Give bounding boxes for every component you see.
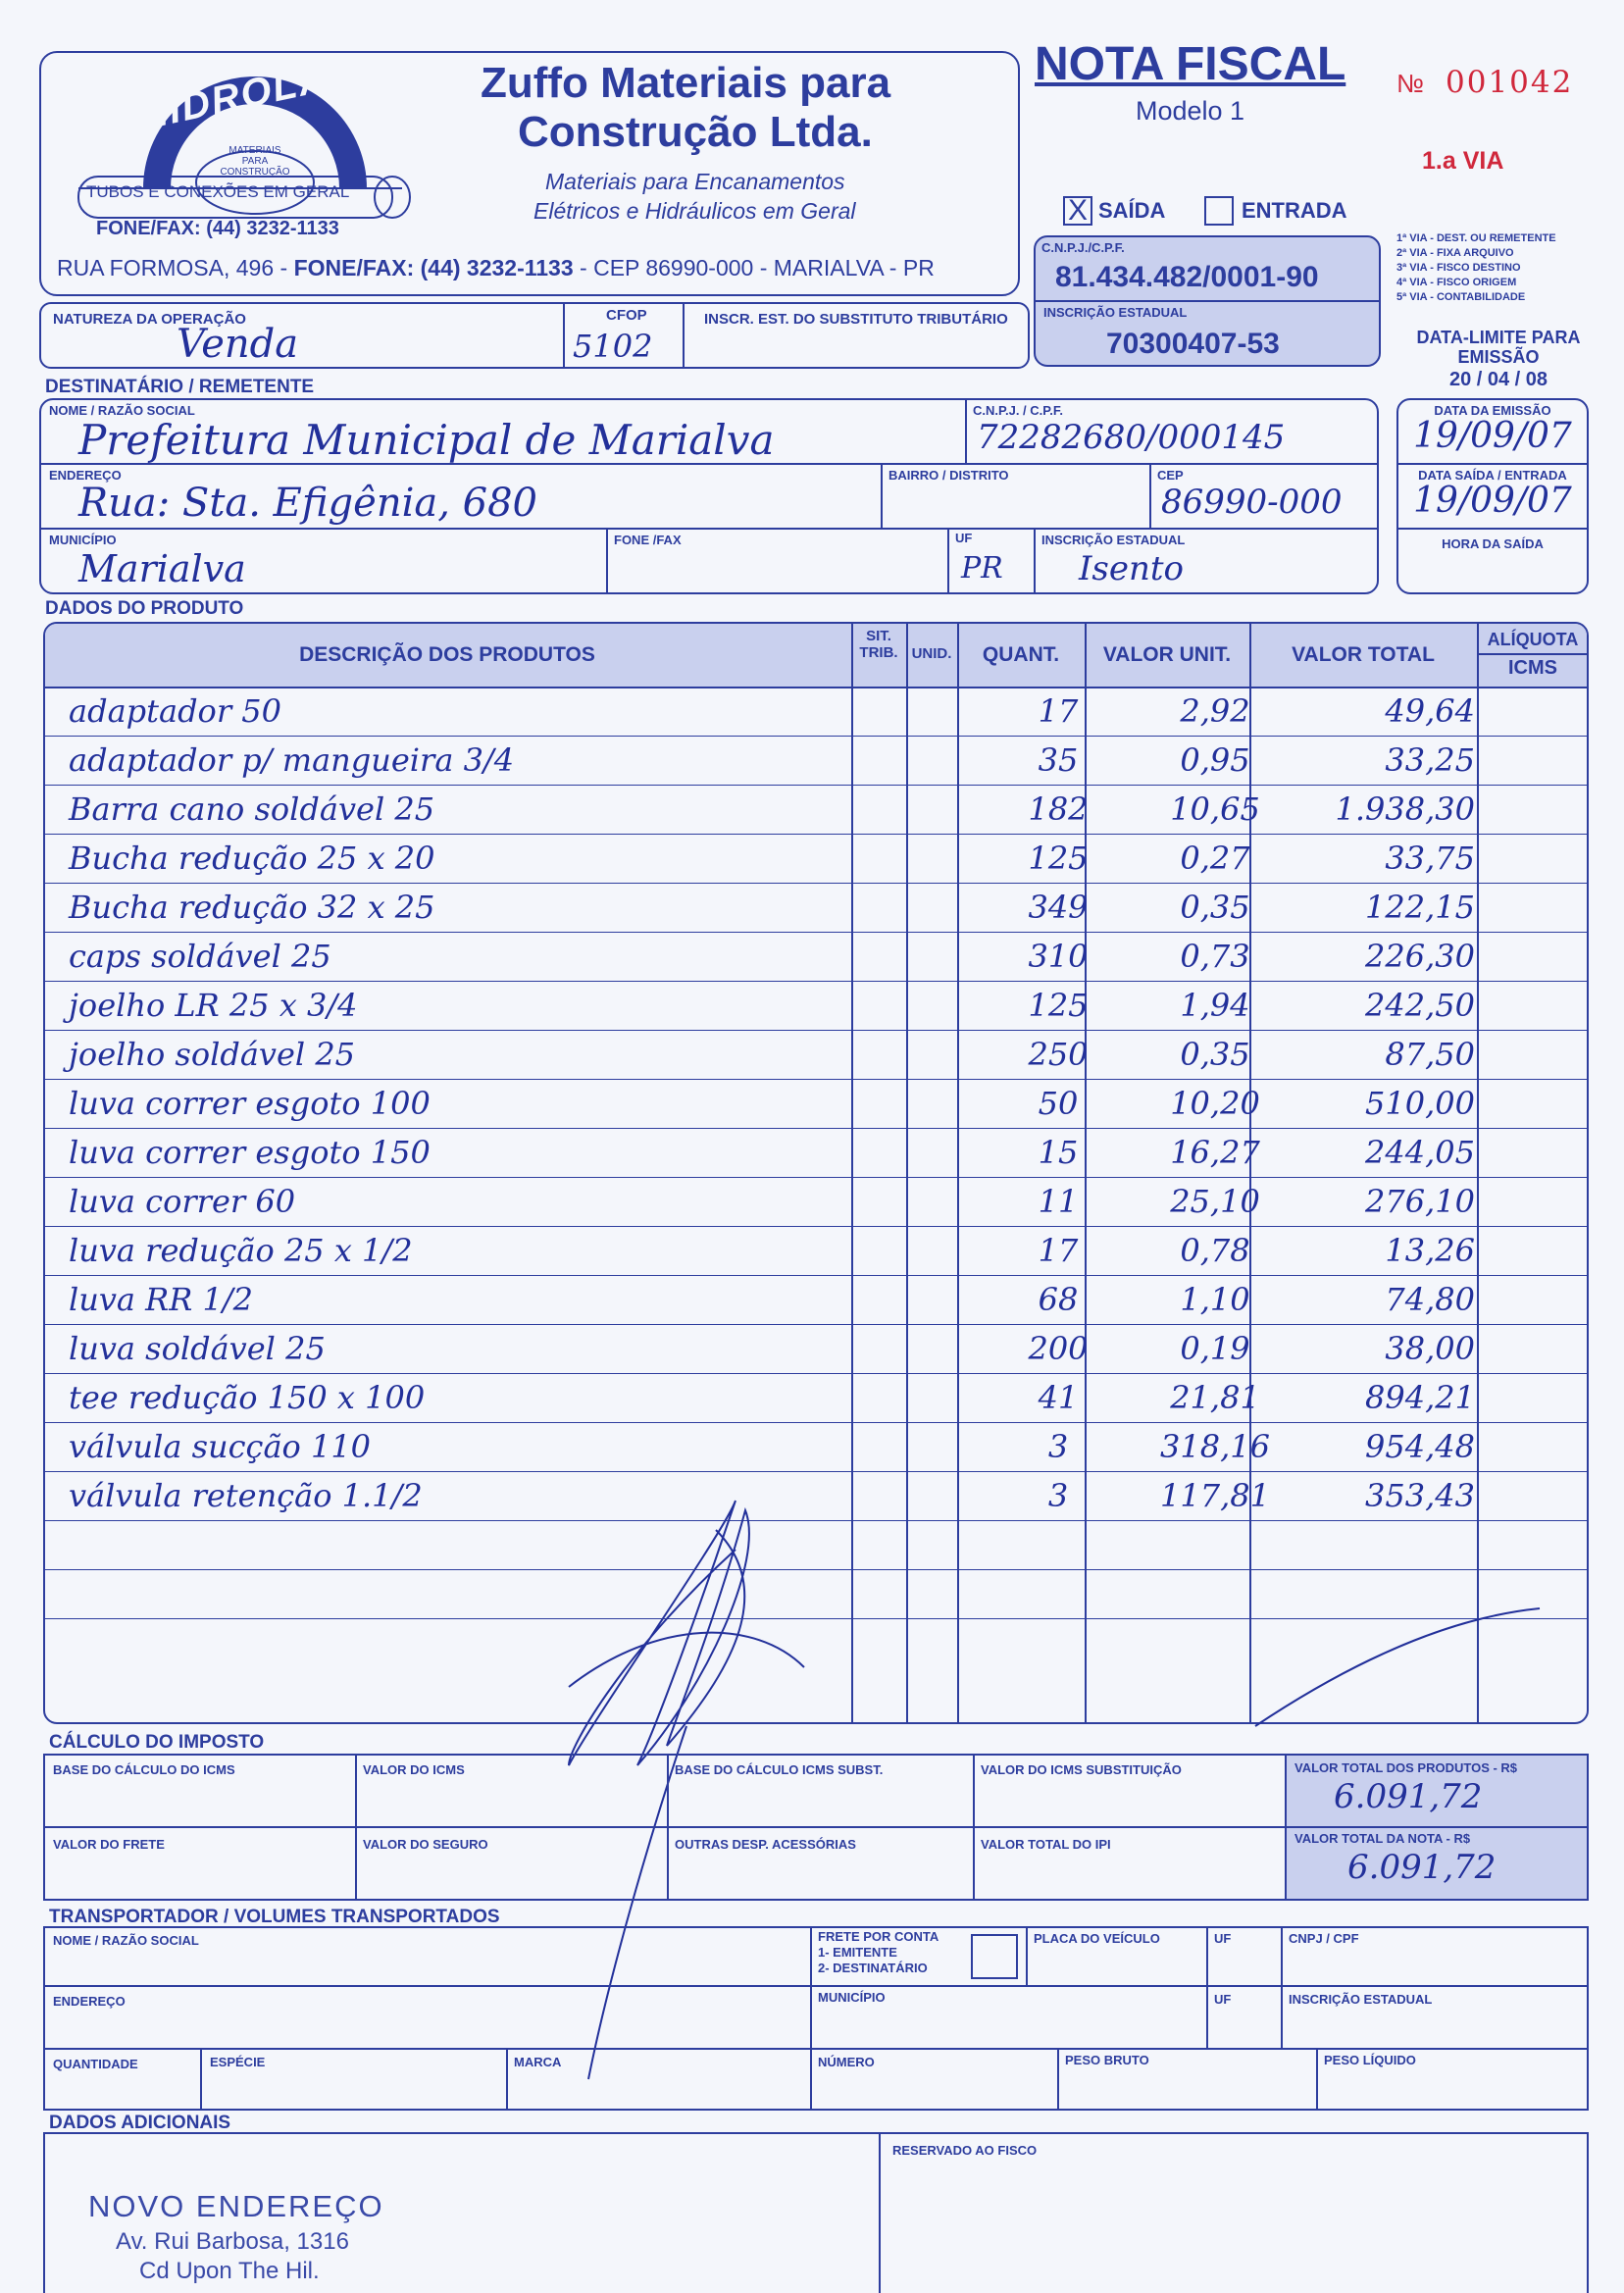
ipi-label: VALOR TOTAL DO IPI	[981, 1837, 1111, 1852]
frete-label-2: 1- EMITENTE	[818, 1945, 897, 1960]
table-row	[43, 736, 1589, 785]
frete-label-1: FRETE POR CONTA	[818, 1929, 939, 1944]
cep-label: CEP	[1157, 468, 1184, 483]
frete-checkbox[interactable]	[971, 1934, 1018, 1979]
product-total-value: 276,10	[1365, 1183, 1475, 1220]
product-quantity: 35	[1038, 741, 1079, 779]
product-unit-value: 0,73	[1180, 938, 1250, 975]
product-description: adaptador p/ mangueira 3/4	[69, 741, 515, 779]
header-qty: QUANT.	[982, 643, 1060, 666]
divider	[39, 528, 1379, 530]
stamp-title: NOVO ENDEREÇO	[88, 2189, 384, 2223]
logo-phone: FONE/FAX: (44) 3232-1133	[96, 218, 339, 239]
product-total-value: 38,00	[1385, 1330, 1475, 1367]
city-label: MUNICÍPIO	[49, 533, 117, 547]
marca-label: MARCA	[514, 2055, 562, 2069]
peso-liquido-label: PESO LÍQUIDO	[1324, 2053, 1416, 2067]
divider	[1479, 653, 1587, 655]
product-description: luva correr esgoto 100	[69, 1085, 431, 1122]
table-row	[43, 1030, 1589, 1079]
product-unit-value: 318,16	[1160, 1428, 1270, 1465]
product-quantity: 17	[1038, 1232, 1079, 1269]
substituto-label: INSCR. EST. DO SUBSTITUTO TRIBUTÁRIO	[704, 311, 1008, 328]
divider	[1281, 1926, 1283, 2048]
deadline-date: 20 / 04 / 08	[1448, 369, 1548, 390]
divider	[43, 1826, 1589, 1828]
divider	[1206, 1926, 1208, 2048]
company-address	[57, 255, 935, 281]
table-row	[43, 834, 1589, 883]
valor-subst-label: VALOR DO ICMS SUBSTITUIÇÃO	[981, 1762, 1182, 1777]
divider	[965, 398, 967, 463]
nota-via: 1.a VIA	[1422, 147, 1504, 175]
product-quantity: 50	[1038, 1085, 1079, 1122]
outras-label: OUTRAS DESP. ACESSÓRIAS	[675, 1837, 856, 1852]
divider	[355, 1754, 357, 1901]
header-desc: DESCRIÇÃO DOS PRODUTOS	[299, 643, 595, 666]
transport-municipio-label: MUNICÍPIO	[818, 1990, 886, 2005]
divider	[563, 302, 565, 369]
emitter-cnpj-label: C.N.P.J./C.P.F.	[1041, 240, 1125, 255]
divider	[43, 2048, 1589, 2050]
emitter-ie-label: INSCRIÇÃO ESTADUAL	[1043, 305, 1188, 320]
recipient-cnpj-label: C.N.P.J. / C.P.F.	[973, 403, 1064, 418]
product-unit-value: 1,10	[1180, 1281, 1250, 1318]
product-unit-value: 0,35	[1180, 889, 1250, 926]
product-quantity: 41	[1038, 1379, 1079, 1416]
divider	[667, 1754, 669, 1901]
divider	[1149, 463, 1151, 528]
header-icms: ICMS	[1508, 657, 1557, 679]
product-description: luva correr esgoto 150	[69, 1134, 431, 1171]
product-total-value: 33,75	[1385, 840, 1475, 877]
saida-label: SAÍDA	[1098, 198, 1166, 223]
uf-label: UF	[955, 531, 973, 545]
emitter-ie: 70300407-53	[1106, 328, 1280, 360]
product-unit-value: 25,10	[1170, 1183, 1260, 1220]
product-description: adaptador 50	[69, 692, 281, 730]
product-quantity: 200	[1028, 1330, 1089, 1367]
valor-icms-label: VALOR DO ICMS	[363, 1762, 465, 1777]
recipient-ie: Isento	[1079, 549, 1185, 588]
product-quantity: 3	[1047, 1428, 1069, 1465]
phone-label: FONE /FAX	[614, 533, 682, 547]
transport-cnpj-label: CNPJ / CPF	[1289, 1931, 1359, 1946]
product-unit-value: 0,19	[1180, 1330, 1250, 1367]
via-4: 4ª VIA - FISCO ORIGEM	[1396, 277, 1517, 288]
frete-label-3: 2- DESTINATÁRIO	[818, 1961, 928, 1975]
product-description: tee redução 150 x 100	[69, 1379, 426, 1416]
divider	[810, 1926, 812, 2111]
divider	[1034, 300, 1381, 302]
product-total-value: 1.938,30	[1335, 790, 1475, 828]
table-row	[43, 1324, 1589, 1373]
product-quantity: 68	[1038, 1281, 1079, 1318]
product-total-value: 242,50	[1365, 987, 1475, 1024]
via-3: 3ª VIA - FISCO DESTINO	[1396, 262, 1521, 274]
product-unit-value: 117,81	[1160, 1477, 1270, 1514]
divider	[683, 302, 685, 369]
product-quantity: 3	[1047, 1477, 1069, 1514]
divider	[606, 528, 608, 594]
product-description: Bucha redução 25 x 20	[69, 840, 435, 877]
via-2: 2ª VIA - FIXA ARQUIVO	[1396, 247, 1514, 259]
header-total-value: VALOR TOTAL	[1292, 643, 1435, 666]
cfop-label: CFOP	[606, 307, 647, 324]
product-description: válvula retenção 1.1/2	[69, 1477, 423, 1514]
bairro-label: BAIRRO / DISTRITO	[888, 468, 1009, 483]
address-pre: RUA FORMOSA, 496 -	[57, 255, 288, 280]
table-row	[43, 1422, 1589, 1471]
saida-checkbox[interactable]	[1063, 196, 1092, 226]
product-unit-value: 10,65	[1170, 790, 1260, 828]
total-products-label: VALOR TOTAL DOS PRODUTOS - R$	[1294, 1760, 1518, 1775]
product-quantity: 349	[1028, 889, 1089, 926]
company-name-line1: Zuffo Materiais para	[481, 59, 891, 107]
company-name-line2: Construção Ltda.	[518, 108, 873, 156]
divider	[1026, 1926, 1028, 1985]
via-5: 5ª VIA - CONTABILIDADE	[1396, 291, 1526, 303]
table-row	[43, 1128, 1589, 1177]
product-unit-value: 16,27	[1170, 1134, 1260, 1171]
product-quantity: 182	[1028, 790, 1089, 828]
table-row	[43, 883, 1589, 932]
transport-section-title: TRANSPORTADOR / VOLUMES TRANSPORTADOS	[49, 1907, 500, 1927]
recipient-name-label: NOME / RAZÃO SOCIAL	[49, 403, 195, 418]
header-sit	[851, 628, 906, 661]
product-description: caps soldável 25	[69, 938, 331, 975]
product-unit-value: 0,95	[1180, 741, 1250, 779]
recipient-city: Marialva	[78, 547, 246, 590]
divider	[43, 1985, 1589, 1987]
entrada-label: ENTRADA	[1242, 198, 1347, 223]
table-row	[43, 1079, 1589, 1128]
transport-uf-label: UF	[1214, 1931, 1232, 1946]
product-total-value: 122,15	[1365, 889, 1475, 926]
product-quantity: 11	[1038, 1183, 1079, 1220]
product-quantity: 310	[1028, 938, 1089, 975]
recipient-ie-label: INSCRIÇÃO ESTADUAL	[1041, 533, 1186, 547]
stamp-line-2: Cd Upon The Hil.	[139, 2258, 320, 2284]
product-description: luva soldável 25	[69, 1330, 326, 1367]
product-total-value: 894,21	[1365, 1379, 1475, 1416]
divider	[973, 1754, 975, 1901]
address-post: - CEP 86990-000 - MARIALVA - PR	[580, 255, 935, 280]
additional-section-title: DADOS ADICIONAIS	[49, 2113, 231, 2133]
product-description: válvula sucção 110	[69, 1428, 372, 1465]
recipient-cnpj: 72282680/000145	[977, 418, 1286, 457]
product-total-value: 87,50	[1385, 1036, 1475, 1073]
frete-label: VALOR DO FRETE	[53, 1837, 165, 1852]
recipient-name: Prefeitura Municipal de Marialva	[78, 416, 775, 464]
seguro-label: VALOR DO SEGURO	[363, 1837, 488, 1852]
exit-date-label: DATA SAÍDA / ENTRADA	[1418, 468, 1567, 483]
divider	[1396, 528, 1589, 530]
via-1: 1ª VIA - DEST. OU REMETENTE	[1396, 232, 1556, 244]
product-quantity: 15	[1038, 1134, 1079, 1171]
recipient-uf: PR	[961, 551, 1003, 586]
placa-label: PLACA DO VEÍCULO	[1034, 1931, 1160, 1946]
via-list	[1396, 231, 1556, 305]
products-section-title: DADOS DO PRODUTO	[45, 598, 244, 619]
recipient-section-title: DESTINATÁRIO / REMETENTE	[45, 377, 315, 397]
base-subst-label: BASE DO CÁLCULO ICMS SUBST.	[675, 1762, 884, 1777]
product-total-value: 74,80	[1385, 1281, 1475, 1318]
tax-section-title: CÁLCULO DO IMPOSTO	[49, 1732, 265, 1753]
transport-endereco-label: ENDEREÇO	[53, 1994, 126, 2009]
exit-hour-label: HORA DA SAÍDA	[1442, 536, 1544, 551]
carrier-name-label: NOME / RAZÃO SOCIAL	[53, 1933, 199, 1948]
reserved-label: RESERVADO AO FISCO	[892, 2143, 1038, 2158]
table-row	[43, 1373, 1589, 1422]
company-tagline-1: Materiais para Encanamentos	[545, 169, 845, 194]
header-sit-1: SIT.	[866, 628, 891, 644]
base-icms-label: BASE DO CÁLCULO DO ICMS	[53, 1762, 235, 1777]
total-products-value: 6.091,72	[1334, 1777, 1483, 1816]
product-total-value: 49,64	[1385, 692, 1475, 730]
divider	[506, 2048, 508, 2111]
natureza-label: NATUREZA DA OPERAÇÃO	[53, 311, 246, 328]
product-description: joelho LR 25 x 3/4	[69, 987, 358, 1024]
recipient-address-label: ENDEREÇO	[49, 468, 122, 483]
table-row	[43, 1275, 1589, 1324]
total-nota-value: 6.091,72	[1347, 1848, 1497, 1887]
transport-box	[43, 1926, 1589, 2111]
divider	[200, 2048, 202, 2111]
product-total-value: 33,25	[1385, 741, 1475, 779]
nota-title: NOTA FISCAL	[1035, 38, 1346, 90]
product-unit-value: 1,94	[1180, 987, 1250, 1024]
emitter-cnpj: 81.434.482/0001-90	[1055, 261, 1319, 293]
nota-number: 001042	[1446, 65, 1574, 100]
transport-uf2-label: UF	[1214, 1992, 1232, 2007]
product-quantity: 125	[1028, 987, 1089, 1024]
logo-subtext: MATERIAIS PARA CONSTRUÇÃO	[220, 145, 290, 178]
product-unit-value: 10,20	[1170, 1085, 1260, 1122]
product-quantity: 125	[1028, 840, 1089, 877]
divider	[1034, 528, 1036, 594]
product-total-value: 510,00	[1365, 1085, 1475, 1122]
numero-label: NÚMERO	[818, 2055, 875, 2069]
emission-label: DATA DA EMISSÃO	[1434, 403, 1551, 418]
table-row	[43, 1177, 1589, 1226]
quantidade-label: QUANTIDADE	[53, 2057, 138, 2071]
deadline-label-1: DATA-LIMITE PARA	[1416, 328, 1581, 347]
product-quantity: 250	[1028, 1036, 1089, 1073]
header-sit-2: TRIB.	[859, 644, 898, 661]
company-tagline-2: Elétricos e Hidráulicos em Geral	[533, 198, 856, 224]
product-unit-value: 21,81	[1170, 1379, 1260, 1416]
stamp-line-1: Av. Rui Barbosa, 1316	[116, 2228, 349, 2255]
especie-label: ESPÉCIE	[210, 2055, 266, 2069]
header-aliquota: ALÍQUOTA	[1487, 630, 1579, 649]
nota-number-label: №	[1396, 69, 1424, 98]
transport-ie-label: INSCRIÇÃO ESTADUAL	[1289, 1992, 1433, 2007]
product-description: luva redução 25 x 1/2	[69, 1232, 413, 1269]
divider	[1316, 2048, 1318, 2111]
table-row	[43, 1226, 1589, 1275]
saida-mark: X	[1067, 194, 1088, 227]
nota-model: Modelo 1	[1136, 96, 1245, 126]
product-description: luva correr 60	[69, 1183, 296, 1220]
entrada-checkbox[interactable]	[1204, 196, 1234, 226]
divider	[947, 528, 949, 594]
product-description: joelho soldável 25	[69, 1036, 356, 1073]
table-row	[43, 785, 1589, 834]
product-description: Barra cano soldável 25	[69, 790, 435, 828]
divider	[1285, 1754, 1287, 1901]
product-unit-value: 0,27	[1180, 840, 1250, 877]
divider	[879, 2132, 881, 2293]
total-nota-label: VALOR TOTAL DA NOTA - R$	[1294, 1831, 1471, 1846]
product-total-value: 226,30	[1365, 938, 1475, 975]
product-unit-value: 2,92	[1180, 692, 1250, 730]
divider	[1057, 2048, 1059, 2111]
header-unit-value: VALOR UNIT.	[1102, 643, 1232, 666]
deadline-label-2: EMISSÃO	[1457, 347, 1540, 367]
exit-date: 19/09/07	[1413, 481, 1572, 521]
table-row	[43, 932, 1589, 981]
address-phone: FONE/FAX: (44) 3232-1133	[293, 255, 574, 280]
product-total-value: 244,05	[1365, 1134, 1475, 1171]
table-row	[43, 981, 1589, 1030]
table-row	[43, 687, 1589, 736]
recipient-cep: 86990-000	[1161, 483, 1343, 522]
peso-bruto-label: PESO BRUTO	[1065, 2053, 1149, 2067]
product-quantity: 17	[1038, 692, 1079, 730]
cfop-value: 5102	[573, 328, 653, 365]
natureza-value: Venda	[177, 322, 299, 367]
product-total-value: 954,48	[1365, 1428, 1475, 1465]
product-unit-value: 0,78	[1180, 1232, 1250, 1269]
header-unid: UNID.	[911, 645, 952, 662]
logo-text: HIDROLAR	[134, 49, 363, 139]
product-total-value: 13,26	[1385, 1232, 1475, 1269]
product-description: Bucha redução 32 x 25	[69, 889, 435, 926]
product-total-value: 353,43	[1365, 1477, 1475, 1514]
emission-date: 19/09/07	[1413, 416, 1572, 456]
product-description: luva RR 1/2	[69, 1281, 254, 1318]
logo-tube-text: TUBOS E CONEXÕES EM GERAL	[86, 182, 350, 201]
product-unit-value: 0,35	[1180, 1036, 1250, 1073]
divider	[1396, 463, 1589, 465]
recipient-address: Rua: Sta. Efigênia, 680	[78, 481, 538, 526]
divider	[881, 463, 883, 528]
